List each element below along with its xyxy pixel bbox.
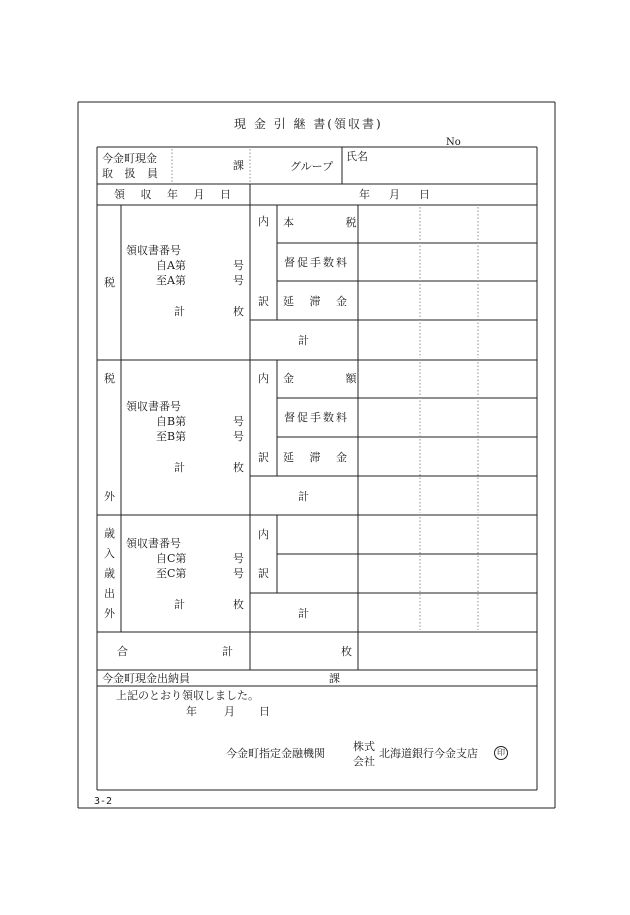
date-month: 月 [389,188,400,201]
misc-from-label: 自C第 [156,552,187,565]
cashier-section-label: 課 [329,672,340,685]
date-day: 日 [419,188,430,201]
number-label: No [446,137,461,148]
tax-breakdown-bottom: 訳 [258,295,269,308]
tax-subtotal-label: 計 [298,334,309,347]
nontax-side-label-top: 税 [104,372,115,385]
tax-item-principal: 本 税 [283,216,381,229]
misc-breakdown-top: 内 [258,528,269,541]
misc-side-char-4: 出 [104,587,115,600]
misc-subtotal-label: 計 [298,607,309,620]
page-code: 3-2 [94,796,113,807]
cash-handler-label-2: 取 扱 員 [102,167,162,180]
nontax-from-label: 自B第 [156,415,187,428]
receipt-statement: 上記のとおり領収しました。 [116,689,259,702]
footer-year: 年 [186,705,197,718]
nontax-to-label: 至B第 [156,430,187,443]
misc-from-number-suffix: 号 [233,552,244,565]
misc-to-number-suffix: 号 [233,567,244,580]
footer-day: 日 [259,705,270,718]
nontax-to-number-suffix: 号 [233,430,244,443]
tax-item-late-fee: 延 滞 金 [283,295,353,308]
misc-to-label: 至C第 [156,567,187,580]
received-date-label: 領 収 年 月 日 [114,188,237,201]
tax-to-number-suffix: 号 [233,274,244,287]
name-label: 氏名 [346,150,368,163]
nontax-breakdown-top: 内 [258,372,269,385]
tax-to-label: 至A第 [156,274,186,287]
nontax-subtotal-label: 計 [298,490,309,503]
designated-institution-label: 今金町指定金融機関 [226,747,325,760]
misc-side-char-5: 外 [104,607,115,620]
group-label: グループ [290,160,334,173]
nontax-item-late-fee: 延 滞 金 [283,451,353,464]
nontax-breakdown-bottom: 訳 [258,451,269,464]
cashier-label: 今金町現金出納員 [102,672,190,685]
misc-breakdown-bottom: 訳 [258,567,269,580]
misc-side-char-3: 歳 [104,567,115,580]
tax-item-dunning-fee: 督促手数料 [284,256,349,269]
footer-month: 月 [224,705,235,718]
misc-side-char-2: 入 [104,547,115,560]
form-title: 現 金 引 継 書(領収書) [234,117,383,131]
nontax-from-number-suffix: 号 [233,415,244,428]
misc-sheets-label: 枚 [233,598,244,611]
section-label: 課 [233,159,244,172]
company-label-bottom: 会社 [353,755,375,768]
nontax-receipt-no-label: 領収書番号 [126,400,181,413]
misc-receipt-no-label: 領収書番号 [126,537,181,550]
nontax-item-dunning-fee: 督促手数料 [284,411,349,424]
misc-total-label: 計 [174,598,185,611]
nontax-sheets-label: 枚 [233,461,244,474]
tax-sheets-label: 枚 [233,305,244,318]
seal-icon: 印 [494,746,508,760]
nontax-side-label-bottom: 外 [104,490,115,503]
cash-handler-label-1: 今金町現金 [102,152,157,165]
tax-receipt-no-label: 領収書番号 [126,244,181,257]
company-label-top: 株式 [353,740,375,753]
nontax-item-amount: 金 額 [283,372,381,385]
bank-name: 北海道銀行今金支店 [379,747,478,760]
tax-from-label: 自A第 [156,259,186,272]
tax-breakdown-top: 内 [258,215,269,228]
date-year: 年 [359,188,370,201]
tax-total-label: 計 [174,305,185,318]
nontax-total-label: 計 [174,461,185,474]
grand-total-label-left: 合 [117,645,128,658]
misc-side-char-1: 歳 [104,527,115,540]
tax-side-label: 税 [104,276,115,289]
grand-total-sheets-label: 枚 [341,645,352,658]
grand-total-label-right: 計 [222,645,233,658]
tax-from-number-suffix: 号 [233,259,244,272]
